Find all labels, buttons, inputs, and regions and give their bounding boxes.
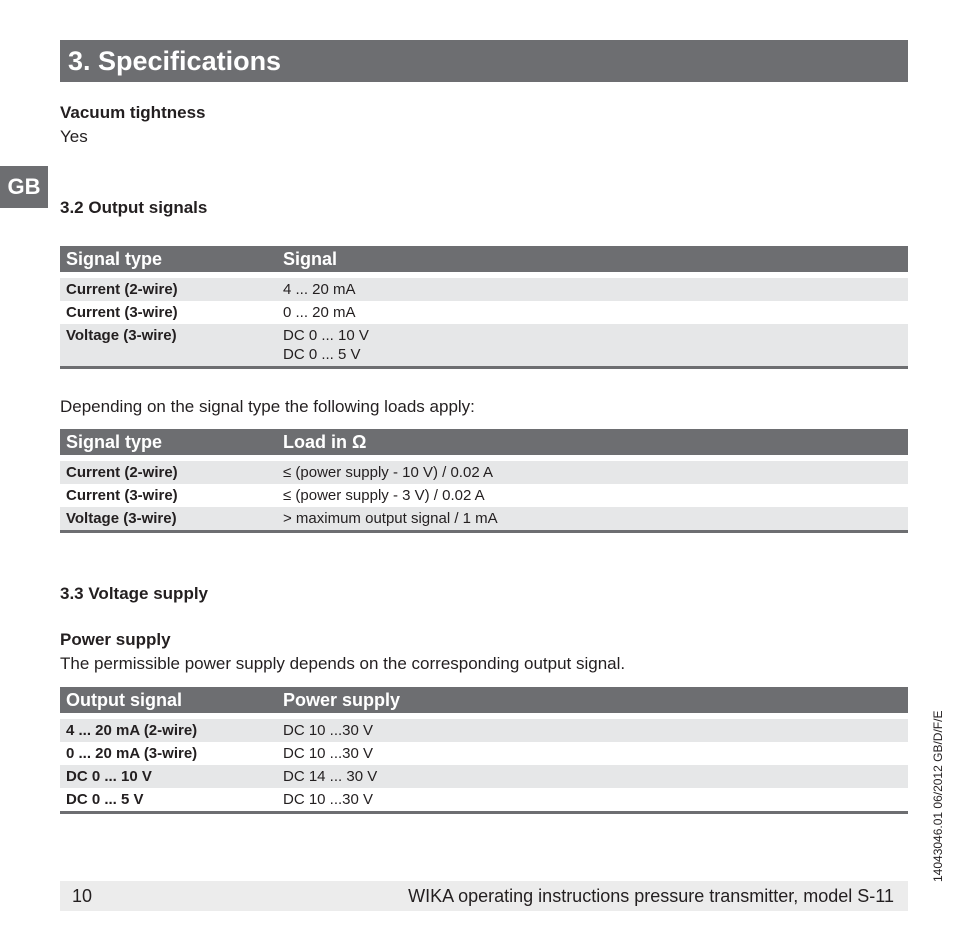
- table-row: [60, 278, 908, 301]
- table-cell: Current (2-wire): [60, 278, 277, 301]
- language-tab: GB: [0, 166, 48, 208]
- table-cell: 0 ... 20 mA: [283, 304, 356, 321]
- document-title: WIKA operating instructions pressure transmitter, model S-11: [408, 886, 894, 906]
- table-cell: DC 0 ... 5 V: [60, 788, 277, 814]
- page-number: 10: [72, 886, 93, 906]
- power-supply-subheading: Power supply: [60, 630, 171, 649]
- column-header: Output signal: [60, 687, 277, 713]
- table-row: [60, 507, 908, 533]
- table-cell: Voltage (3-wire): [60, 324, 277, 369]
- table-header-row: [60, 246, 908, 272]
- table-row: [60, 301, 908, 324]
- table-cell: DC 10 ...30 V: [283, 745, 374, 762]
- table-cell: 4 ... 20 mA (2-wire): [60, 719, 277, 742]
- vacuum-heading: Vacuum tightness: [60, 103, 206, 122]
- column-header: Signal: [277, 246, 908, 272]
- vacuum-value: Yes: [60, 127, 88, 146]
- table-row: [60, 788, 908, 814]
- document-code: 14043046.01 06/2012 GB/D/F/E: [931, 710, 945, 882]
- page-footer: [60, 881, 908, 911]
- table-row: [60, 461, 908, 484]
- table-row: [60, 719, 908, 742]
- output-signals-heading: 3.2 Output signals: [60, 198, 208, 217]
- voltage-supply-heading: 3.3 Voltage supply: [60, 584, 209, 603]
- table-cell: [277, 324, 908, 369]
- loads-intro: Depending on the signal type the following loads apply:: [60, 397, 475, 416]
- table-cell: Current (2-wire): [60, 461, 277, 484]
- page-title: 3. Specifications: [60, 40, 908, 82]
- table-cell: Voltage (3-wire): [60, 507, 277, 533]
- table-cell: DC 10 ...30 V: [277, 719, 908, 742]
- table-cell: DC 0 ... 10 V: [60, 765, 277, 788]
- table-cell: Current (3-wire): [66, 487, 178, 504]
- table-cell: 4 ... 20 mA: [277, 278, 908, 301]
- loads-table: [60, 429, 908, 533]
- table-row: [60, 484, 908, 507]
- power-supply-table: [60, 687, 908, 814]
- table-cell: DC 10 ...30 V: [277, 788, 908, 814]
- table-cell: ≤ (power supply - 3 V) / 0.02 A: [283, 487, 485, 504]
- table-header-row: [60, 429, 908, 455]
- output-signals-table: [60, 246, 908, 369]
- table-cell: > maximum output signal / 1 mA: [277, 507, 908, 533]
- table-row: [60, 765, 908, 788]
- signal-line: DC 0 ... 5 V: [283, 346, 361, 363]
- column-header: Load in Ω: [277, 429, 908, 455]
- table-cell: Current (3-wire): [66, 304, 178, 321]
- signal-line: DC 0 ... 10 V: [283, 327, 369, 344]
- table-header-row: [60, 687, 908, 713]
- table-cell: 0 ... 20 mA (3-wire): [66, 745, 198, 762]
- table-cell: DC 14 ... 30 V: [277, 765, 908, 788]
- table-cell: ≤ (power supply - 10 V) / 0.02 A: [277, 461, 908, 484]
- power-supply-text: The permissible power supply depends on the corresponding output signal.: [60, 654, 626, 673]
- table-row: [60, 742, 908, 765]
- table-row: [60, 324, 908, 369]
- column-header: Signal type: [60, 246, 277, 272]
- column-header: Signal type: [60, 429, 277, 455]
- column-header: Power supply: [277, 687, 908, 713]
